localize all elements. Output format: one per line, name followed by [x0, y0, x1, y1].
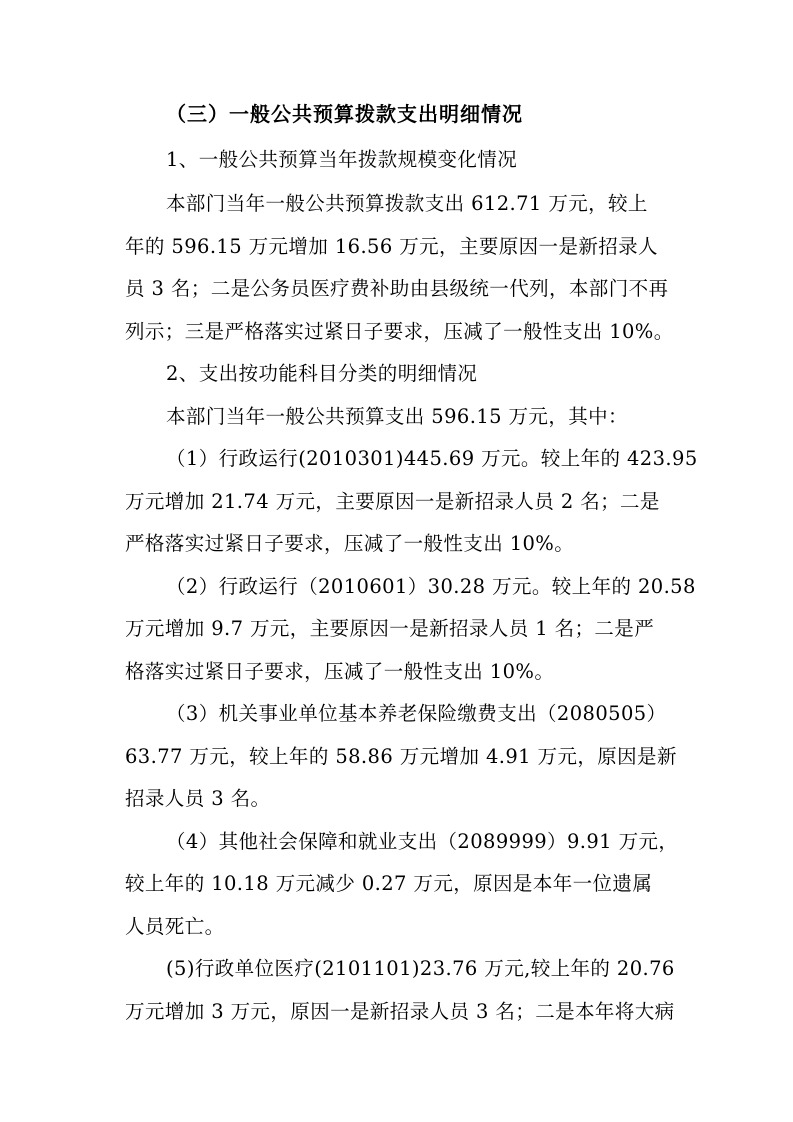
paragraph-line: 较上年的 10.18 万元减少 0.27 万元，原因是本年一位遗属: [125, 872, 653, 895]
paragraph-line: 万元增加 21.74 万元，主要原因一是新招录人员 2 名；二是: [125, 490, 660, 513]
paragraph-line: 年的 596.15 万元增加 16.56 万元，主要原因一是新招录人: [125, 235, 658, 258]
paragraph-line: 招录人员 3 名。: [125, 787, 271, 810]
subsection-heading: 1、一般公共预算当年拨款规模变化情况: [166, 148, 518, 171]
paragraph-line: （1）行政运行(2010301)445.69 万元。较上年的 423.95: [166, 447, 698, 470]
paragraph-line: 员 3 名；二是公务员医疗费补助由县级统一代列，本部门不再: [125, 277, 669, 300]
paragraph-line: 格落实过紧日子要求，压减了一般性支出 10%。: [125, 660, 555, 683]
paragraph-line: 万元增加 3 万元，原因一是新招录人员 3 名；二是本年将大病: [125, 1000, 675, 1023]
paragraph-line: 本部门当年一般公共预算拨款支出 612.71 万元，较上: [166, 192, 648, 215]
paragraph-line: 63.77 万元，较上年的 58.86 万元增加 4.91 万元，原因是新: [125, 745, 677, 768]
paragraph-line: （3）机关事业单位基本养老保险缴费支出（2080505）: [166, 702, 667, 725]
paragraph-line: 人员死亡。: [125, 915, 225, 938]
section-heading: （三）一般公共预算拨款支出明细情况: [166, 102, 523, 126]
subsection-heading: 2、支出按功能科目分类的明细情况: [166, 362, 478, 385]
paragraph-line: (5)行政单位医疗(2101101)23.76 万元,较上年的 20.76: [166, 957, 675, 980]
paragraph-line: 列示；三是严格落实过紧日子要求，压减了一般性支出 10%。: [125, 320, 674, 343]
paragraph-line: 严格落实过紧日子要求，压减了一般性支出 10%。: [125, 532, 575, 555]
paragraph-line: 万元增加 9.7 万元，主要原因一是新招录人员 1 名；二是严: [125, 617, 655, 640]
paragraph-line: 本部门当年一般公共预算支出 596.15 万元，其中：: [166, 405, 628, 428]
paragraph-line: （4）其他社会保障和就业支出（2089999）9.91 万元，: [166, 830, 679, 853]
paragraph-line: （2）行政运行（2010601）30.28 万元。较上年的 20.58: [166, 575, 696, 598]
